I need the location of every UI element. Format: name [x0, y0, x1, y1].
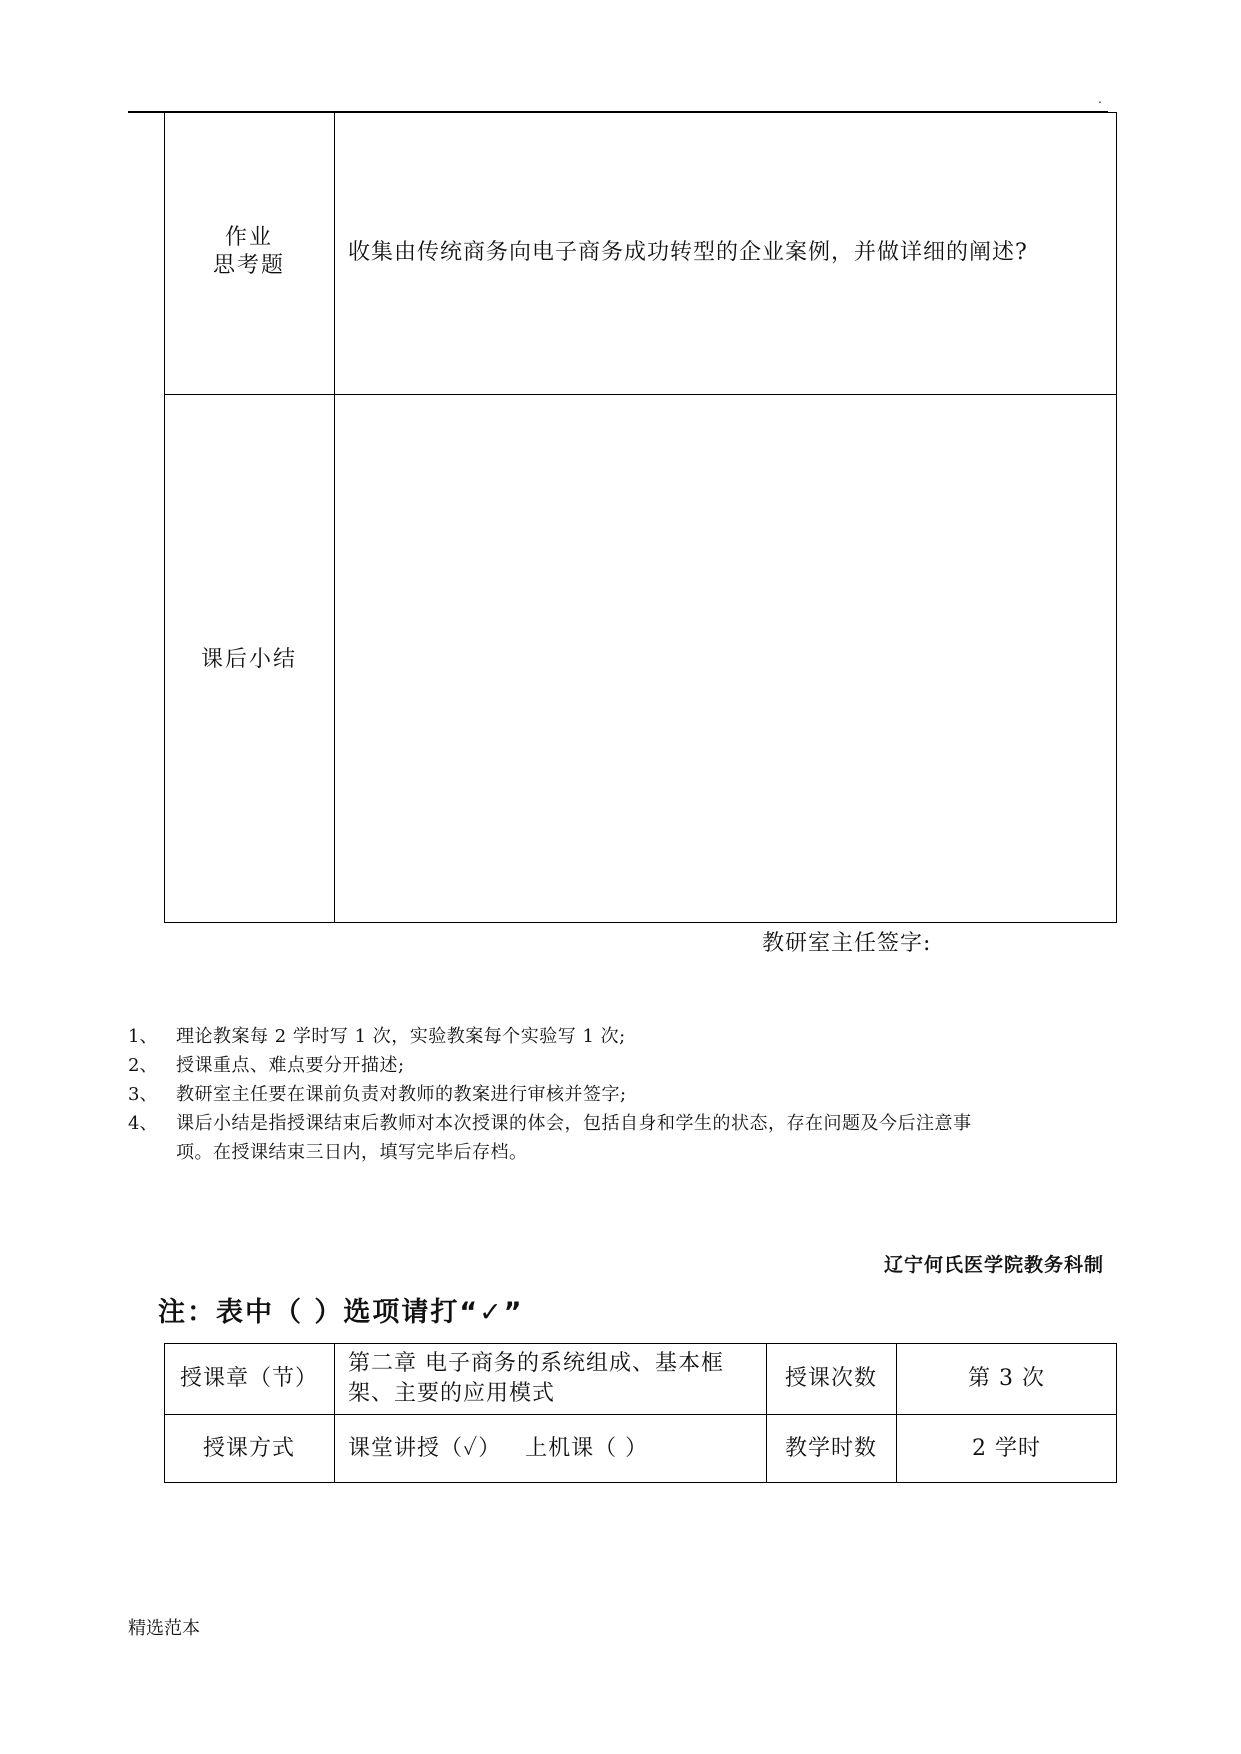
note-item: [128, 1051, 1108, 1080]
method-label: 授课方式: [202, 1435, 295, 1461]
chapter-value: 第二章 电子商务的系统组成、基本框架、主要的应用模式: [348, 1350, 724, 1406]
note-number: 2、: [128, 1055, 158, 1076]
signature-label: 教研室主任签字:: [762, 931, 932, 956]
count-value: 第 3 次: [968, 1365, 1045, 1391]
top-table-divider: [334, 112, 335, 923]
lesson-table-col-sep-1: [334, 1343, 335, 1483]
method-value: 课堂讲授（✓） 上机课（ ）: [348, 1435, 649, 1461]
homework-label-line1: 作业: [224, 225, 273, 250]
footer-text: 精选范本: [128, 1618, 200, 1639]
header-dot: .: [1098, 92, 1102, 106]
note-item: [128, 1109, 1108, 1167]
note-text: 课后小结是指授课结束后教师对本次授课的体会，包括自身和学生的状态，存在问题及今后注意事项。在授课结束三日内，填写完毕后存档。: [176, 1113, 972, 1163]
annotation-title: 注：表中（ ）选项请打“✓”: [158, 1297, 524, 1328]
chapter-label: 授课章（节）: [179, 1365, 318, 1391]
note-number: 1、: [128, 1026, 158, 1047]
note-number: 3、: [128, 1084, 158, 1105]
note-number: 4、: [128, 1113, 158, 1134]
hours-label: 教学时数: [784, 1435, 877, 1461]
note-text: 教研室主任要在课前负责对教师的教案进行审核并签字;: [176, 1084, 627, 1105]
top-table-row-sep: [164, 394, 1117, 395]
note-text: 理论教案每 2 学时写 1 次，实验教案每个实验写 1 次;: [176, 1026, 626, 1047]
summary-label: 课后小结: [200, 647, 297, 672]
hours-value: 2 学时: [972, 1435, 1041, 1461]
count-label: 授课次数: [784, 1365, 877, 1391]
notes-list: [128, 1022, 1108, 1167]
note-item: [128, 1080, 1108, 1109]
maker-credit: 辽宁何氏医学院教务科制: [883, 1254, 1104, 1276]
note-text: 授课重点、难点要分开描述;: [176, 1055, 405, 1076]
homework-text: 收集由传统商务向电子商务成功转型的企业案例，并做详细的阐述?: [348, 240, 1028, 265]
homework-label: [164, 224, 334, 280]
note-item: [128, 1022, 1108, 1051]
homework-label-line2: 思考题: [212, 253, 285, 278]
